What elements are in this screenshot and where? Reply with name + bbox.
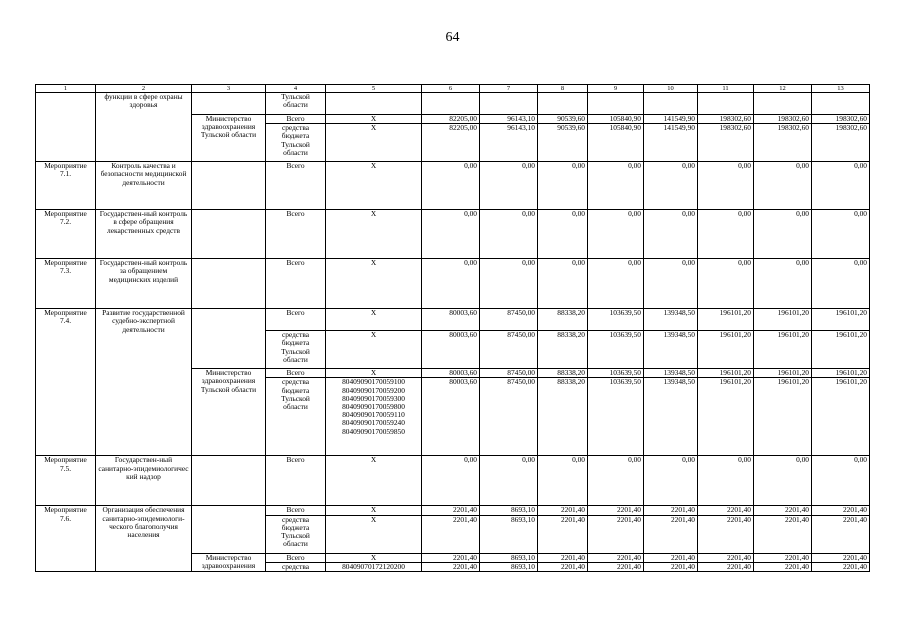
code-cell: X [326, 456, 422, 506]
executor-cell: Министерство здравоохранения Тульской области [192, 115, 266, 162]
event-id: Мероприятие 7.3. [36, 259, 96, 309]
value-cell: 2201,40 [698, 515, 754, 553]
value-cell: 196101,20 [698, 378, 754, 456]
value-cell: 90539,60 [538, 124, 588, 162]
cell [698, 93, 754, 115]
value-cell: 103639,50 [588, 331, 644, 369]
value-cell: 0,00 [538, 456, 588, 506]
value-cell: 196101,20 [754, 331, 812, 369]
value-cell: 2201,40 [644, 562, 698, 571]
header-cell: 13 [812, 85, 870, 93]
event-id: Мероприятие 7.4. [36, 309, 96, 456]
value-cell: 2201,40 [538, 515, 588, 553]
value-cell: 0,00 [698, 259, 754, 309]
value-cell: 196101,20 [754, 309, 812, 331]
value-cell: 0,00 [698, 162, 754, 210]
value-cell: 80003,60 [422, 331, 480, 369]
value-cell: 198302,60 [754, 115, 812, 124]
value-cell: 0,00 [538, 259, 588, 309]
code-item: 80409090170059200 [342, 385, 405, 395]
code-cell: X [326, 369, 422, 378]
value-cell: 87450,00 [480, 331, 538, 369]
value-cell: 2201,40 [588, 515, 644, 553]
code-item: 80409090170059300 [342, 393, 405, 403]
value-cell: 196101,20 [812, 378, 870, 456]
value-cell: 0,00 [422, 162, 480, 210]
header-cell: 5 [326, 85, 422, 93]
code-cell: 80409070172120200 [326, 562, 422, 571]
value-cell: 2201,40 [754, 562, 812, 571]
code-cell: X [326, 124, 422, 162]
value-cell: 105840,90 [588, 115, 644, 124]
value-cell: 196101,20 [698, 369, 754, 378]
value-cell: 0,00 [538, 162, 588, 210]
source-cell: средства бюджета Тульской области [266, 378, 326, 456]
executor-cell: Министерство здравоохранения [192, 553, 266, 571]
value-cell: 0,00 [538, 210, 588, 259]
value-cell: 8693,10 [480, 506, 538, 515]
page-number: 64 [445, 30, 460, 45]
code-cell: X [326, 309, 422, 331]
value-cell: 2201,40 [588, 506, 644, 515]
header-cell: 9 [588, 85, 644, 93]
value-cell: 139348,50 [644, 331, 698, 369]
value-cell: 88338,20 [538, 378, 588, 456]
value-cell: 88338,20 [538, 369, 588, 378]
source-cell: Всего [266, 309, 326, 331]
value-cell: 2201,40 [422, 553, 480, 562]
source-cell: средства бюджета Тульской области [266, 331, 326, 369]
value-cell: 0,00 [644, 162, 698, 210]
value-cell: 96143,10 [480, 115, 538, 124]
value-cell: 141549,90 [644, 115, 698, 124]
value-cell: 2201,40 [422, 562, 480, 571]
header-cell: 8 [538, 85, 588, 93]
value-cell: 0,00 [812, 456, 870, 506]
cell [812, 93, 870, 115]
table-row [36, 456, 870, 506]
event-name: Государствен-ный санитарно-эпидемиологичес кий надзор [96, 456, 192, 506]
value-cell: 196101,20 [698, 309, 754, 331]
value-cell: 87450,00 [480, 369, 538, 378]
table-row [36, 93, 870, 115]
value-cell: 0,00 [754, 456, 812, 506]
executor-cell [192, 456, 266, 506]
header-cell: 1 [36, 85, 96, 93]
value-cell: 198302,60 [698, 124, 754, 162]
source-cell: средства бюджета Тульской области [266, 124, 326, 162]
executor-cell [192, 162, 266, 210]
code-cell: X [326, 506, 422, 515]
value-cell: 2201,40 [422, 515, 480, 553]
value-cell: 2201,40 [538, 553, 588, 562]
cell [192, 93, 266, 115]
value-cell: 0,00 [422, 259, 480, 309]
value-cell: 196101,20 [754, 369, 812, 378]
value-cell: 0,00 [480, 210, 538, 259]
value-cell: 103639,50 [588, 309, 644, 331]
cell [480, 93, 538, 115]
source-cell: Всего [266, 506, 326, 515]
source-cell: Всего [266, 553, 326, 562]
value-cell: 2201,40 [588, 553, 644, 562]
value-cell: 8693,10 [480, 553, 538, 562]
value-cell: 105840,90 [588, 124, 644, 162]
value-cell: 2201,40 [698, 506, 754, 515]
source-cell: Всего [266, 115, 326, 124]
code-list [326, 378, 422, 456]
value-cell: 80003,60 [422, 309, 480, 331]
value-cell: 196101,20 [812, 369, 870, 378]
value-cell: 2201,40 [812, 553, 870, 562]
event-name: функции в сфере охраны здоровья [96, 93, 192, 162]
value-cell: 0,00 [588, 259, 644, 309]
event-name: Развитие государственной судебно-экспертной деятельности [96, 309, 192, 456]
event-name: Контроль качества и безопасности медицинской деятельности [96, 162, 192, 210]
code-item: 80409090170059100 [342, 377, 405, 387]
code-cell: X [326, 259, 422, 309]
value-cell: 8693,10 [480, 562, 538, 571]
cell [588, 93, 644, 115]
cell [422, 93, 480, 115]
value-cell: 103639,50 [588, 369, 644, 378]
cell [754, 93, 812, 115]
value-cell: 198302,60 [812, 124, 870, 162]
code-cell: X [326, 515, 422, 553]
value-cell: 2201,40 [538, 506, 588, 515]
header-cell: 7 [480, 85, 538, 93]
value-cell: 80003,60 [422, 378, 480, 456]
value-cell: 2201,40 [644, 553, 698, 562]
value-cell: 0,00 [812, 210, 870, 259]
code-cell: X [326, 162, 422, 210]
value-cell: 87450,00 [480, 309, 538, 331]
value-cell: 2201,40 [644, 515, 698, 553]
cell [538, 93, 588, 115]
event-id: Мероприятие 7.6. [36, 506, 96, 572]
value-cell: 88338,20 [538, 309, 588, 331]
code-cell: X [326, 553, 422, 562]
value-cell: 139348,50 [644, 369, 698, 378]
header-cell: 3 [192, 85, 266, 93]
source-cell: Тульской области [266, 93, 326, 115]
budget-table [35, 84, 870, 572]
source-cell: Всего [266, 456, 326, 506]
value-cell: 2201,40 [812, 506, 870, 515]
event-name: Организация обеспечения санитарно-эпидемиологи-ческого благополучия населения [96, 506, 192, 572]
value-cell: 103639,50 [588, 378, 644, 456]
value-cell: 198302,60 [812, 115, 870, 124]
value-cell: 139348,50 [644, 378, 698, 456]
code-cell: X [326, 210, 422, 259]
source-cell: средства бюджета Тульской области [266, 515, 326, 553]
value-cell: 0,00 [588, 456, 644, 506]
value-cell: 2201,40 [754, 515, 812, 553]
source-cell: Всего [266, 369, 326, 378]
value-cell: 0,00 [480, 456, 538, 506]
value-cell: 139348,50 [644, 309, 698, 331]
header-row [36, 85, 870, 93]
cell [326, 93, 422, 115]
event-name: Государствен-ный контроль в сфере обращения лекарственных средств [96, 210, 192, 259]
value-cell: 0,00 [644, 259, 698, 309]
value-cell: 2201,40 [812, 562, 870, 571]
value-cell: 0,00 [754, 210, 812, 259]
code-cell: X [326, 115, 422, 124]
header-cell: 4 [266, 85, 326, 93]
value-cell: 2201,40 [588, 562, 644, 571]
executor-cell [192, 506, 266, 553]
value-cell: 198302,60 [698, 115, 754, 124]
source-cell: средства [266, 562, 326, 571]
value-cell: 0,00 [422, 456, 480, 506]
value-cell: 96143,10 [480, 124, 538, 162]
table-row [36, 162, 870, 210]
value-cell: 2201,40 [698, 562, 754, 571]
value-cell: 141549,90 [644, 124, 698, 162]
event-id: Мероприятие 7.5. [36, 456, 96, 506]
value-cell: 90539,60 [538, 115, 588, 124]
value-cell: 82205,00 [422, 124, 480, 162]
value-cell: 82205,00 [422, 115, 480, 124]
event-id: Мероприятие 7.1. [36, 162, 96, 210]
value-cell: 8693,10 [480, 515, 538, 553]
value-cell: 0,00 [480, 259, 538, 309]
cell [36, 93, 96, 162]
event-name: Государствен-ный контроль за обращением медицинских изделий [96, 259, 192, 309]
value-cell: 0,00 [698, 210, 754, 259]
value-cell: 2201,40 [422, 506, 480, 515]
value-cell: 196101,20 [754, 378, 812, 456]
header-cell: 11 [698, 85, 754, 93]
value-cell: 0,00 [422, 210, 480, 259]
header-cell: 12 [754, 85, 812, 93]
code-item: 80409090170059110 [342, 410, 405, 420]
source-cell: Всего [266, 259, 326, 309]
header-cell: 2 [96, 85, 192, 93]
cell [644, 93, 698, 115]
value-cell: 0,00 [698, 456, 754, 506]
header-cell: 10 [644, 85, 698, 93]
value-cell: 88338,20 [538, 331, 588, 369]
value-cell: 196101,20 [698, 331, 754, 369]
value-cell: 0,00 [588, 210, 644, 259]
value-cell: 196101,20 [812, 309, 870, 331]
table-row [36, 506, 870, 515]
table-row [36, 259, 870, 309]
value-cell: 0,00 [754, 162, 812, 210]
value-cell: 2201,40 [644, 506, 698, 515]
source-cell: Всего [266, 162, 326, 210]
value-cell: 2201,40 [812, 515, 870, 553]
value-cell: 0,00 [480, 162, 538, 210]
value-cell: 0,00 [644, 210, 698, 259]
source-cell: Всего [266, 210, 326, 259]
table-row [36, 309, 870, 331]
header-cell: 6 [422, 85, 480, 93]
code-item: 80409090170059240 [342, 418, 405, 428]
value-cell: 198302,60 [754, 124, 812, 162]
value-cell: 0,00 [812, 162, 870, 210]
value-cell: 87450,00 [480, 378, 538, 456]
code-item: 80409090170059850 [342, 426, 405, 436]
table-row [36, 210, 870, 259]
executor-cell: Министерство здравоохранения Тульской области [192, 369, 266, 456]
executor-cell [192, 210, 266, 259]
value-cell: 2201,40 [754, 553, 812, 562]
value-cell: 196101,20 [812, 331, 870, 369]
value-cell: 0,00 [754, 259, 812, 309]
value-cell: 0,00 [588, 162, 644, 210]
code-cell: X [326, 331, 422, 369]
executor-cell [192, 309, 266, 369]
executor-cell [192, 259, 266, 309]
value-cell: 2201,40 [698, 553, 754, 562]
value-cell: 0,00 [644, 456, 698, 506]
event-id: Мероприятие 7.2. [36, 210, 96, 259]
value-cell: 80003,60 [422, 369, 480, 378]
value-cell: 0,00 [812, 259, 870, 309]
code-item: 80409090170059800 [342, 402, 405, 412]
value-cell: 2201,40 [538, 562, 588, 571]
value-cell: 2201,40 [754, 506, 812, 515]
